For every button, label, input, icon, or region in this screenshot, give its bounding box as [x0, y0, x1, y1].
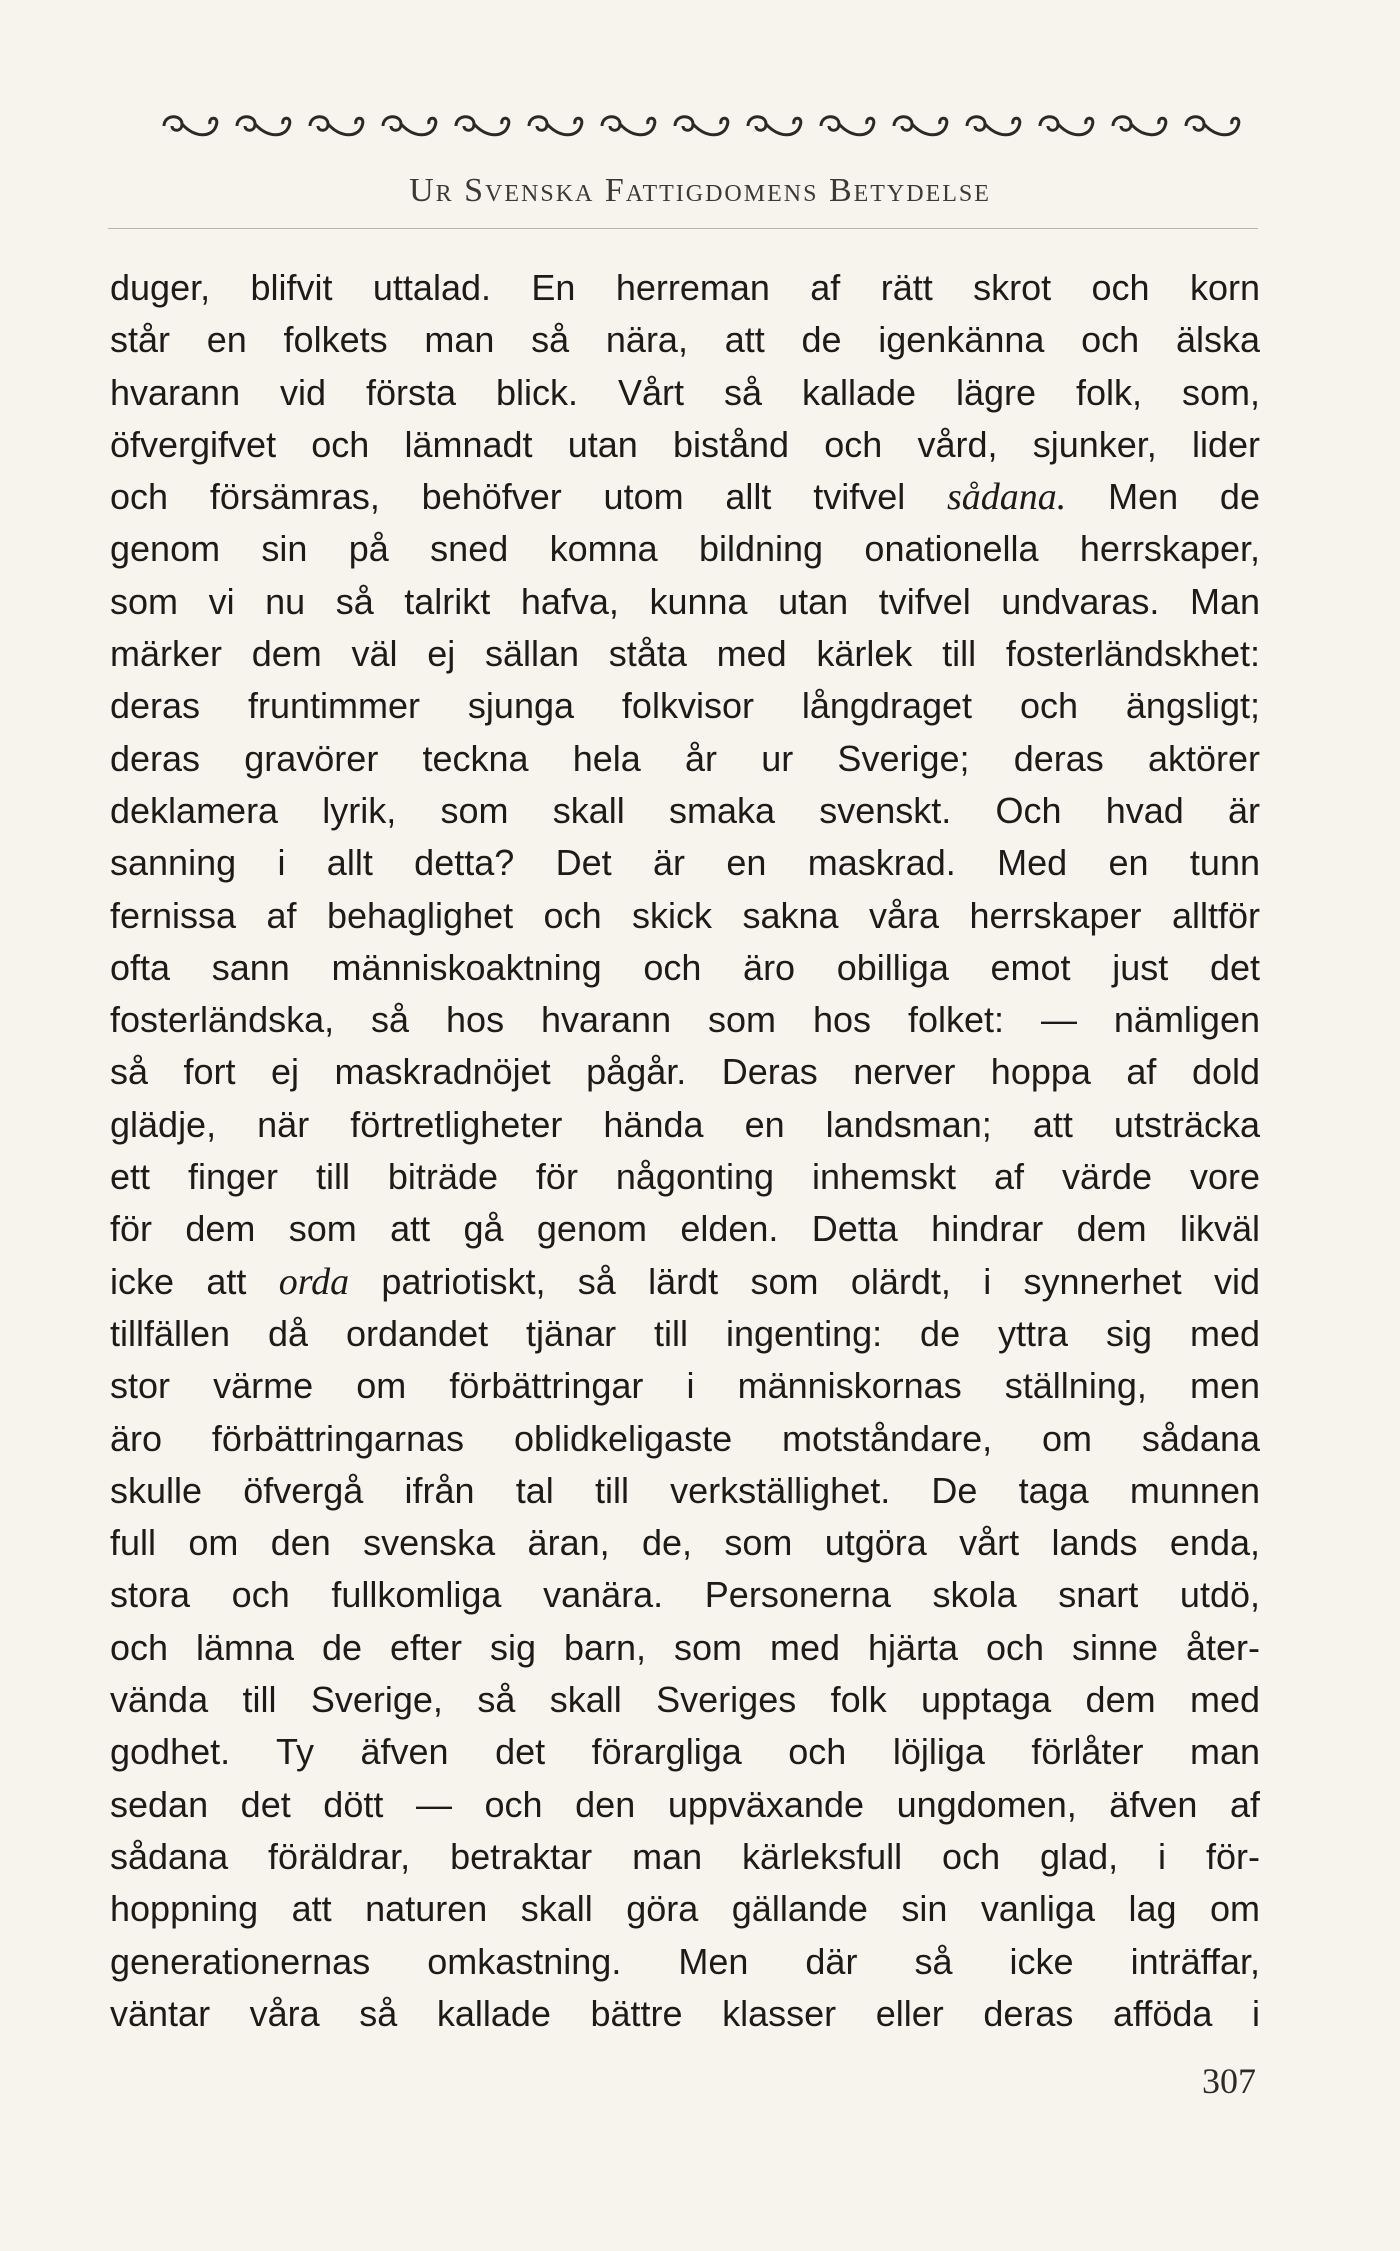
text-line: märker dem väl ej sällan ståta med kärlek till fosterländskhet: [110, 633, 1260, 675]
text-line: deras fruntimmer sjunga folkvisor långdraget och ängsligt; [110, 685, 1260, 727]
text-line: som vi nu så talrikt hafva, kunna utan tvifvel undvaras. Man [110, 580, 1260, 622]
text-line: står en folkets man så nära, att de igenkänna och älska [110, 319, 1260, 361]
text-line: fosterländska, så hos hvarann som hos folket: — nämligen [110, 999, 1260, 1041]
text-line: och lämna de efter sig barn, som med hjärta och sinne åter- [110, 1626, 1260, 1668]
text-line [110, 471, 1260, 523]
text-line: godhet. Ty äfven det förargliga och löjliga förlåter man [110, 1731, 1260, 1773]
header-rule [108, 228, 1258, 229]
text-line: skulle öfvergå ifrån tal till verkställighet. De taga munnen [110, 1469, 1260, 1511]
text-line-part: Men de [1108, 476, 1260, 518]
text-line: ofta sann människoaktning och äro obilliga emot just det [110, 946, 1260, 988]
text-line: hvarann vid första blick. Vårt så kallade lägre folk, som, [110, 371, 1260, 413]
text-line: generationernas omkastning. Men där så icke inträffar, [110, 1940, 1260, 1982]
text-line-part: patriotiskt, så lärdt som olärdt, i synnerhet vid [381, 1260, 1260, 1302]
text-line: äro förbättringarnas oblidkeligaste motståndare, om sådana [110, 1417, 1260, 1459]
text-line: stor värme om förbättringar i människornas ställning, men [110, 1365, 1260, 1407]
text-line [110, 1256, 1260, 1308]
page-number: 307 [1202, 2061, 1256, 2101]
text-line: vända till Sverige, så skall Sveriges folk upptaga dem med [110, 1679, 1260, 1721]
text-line-part: icke att [110, 1260, 247, 1302]
text-line: väntar våra så kallade bättre klasser eller deras afföda i [110, 1992, 1260, 2034]
text-line: stora och fullkomliga vanära. Personerna skola snart utdö, [110, 1574, 1260, 1616]
text-line: deklamera lyrik, som skall smaka svenskt. Och hvad är [110, 789, 1260, 831]
text-line: genom sin på sned komna bildning onationella herrskaper, [110, 528, 1260, 570]
text-line: tillfällen då ordandet tjänar till ingenting: de yttra sig med [110, 1312, 1260, 1354]
emphasis-word: orda [278, 1260, 350, 1303]
text-line: ett finger till biträde för någonting inhemskt af värde vore [110, 1156, 1260, 1198]
text-line: så fort ej maskradnöjet pågår. Deras nerver hoppa af dold [110, 1051, 1260, 1093]
text-line: sådana föräldrar, betraktar man kärleksfull och glad, i för- [110, 1835, 1260, 1877]
text-line-part: och försämras, behöfver utom allt tvifvel [110, 476, 906, 518]
scroll-ornament-icon [160, 112, 1255, 140]
text-line: sanning i allt detta? Det är en maskrad. Med en tunn [110, 842, 1260, 884]
text-line: duger, blifvit uttalad. En herreman af rätt skrot och korn [110, 267, 1260, 308]
body-text [110, 262, 1260, 2040]
text-line: full om den svenska äran, de, som utgöra vårt lands enda, [110, 1522, 1260, 1564]
text-line: för dem som att gå genom elden. Detta hindrar dem likväl [110, 1208, 1260, 1250]
text-line: fernissa af behaglighet och skick sakna våra herrskaper alltför [110, 894, 1260, 936]
text-line: hoppning att naturen skall göra gällande sin vanliga lag om [110, 1888, 1260, 1930]
running-title: Ur Svenska Fattigdomens Betydelse [409, 172, 991, 209]
emphasis-word: sådana. [947, 476, 1067, 519]
text-line: glädje, när förtretligheter hända en landsman; att utsträcka [110, 1103, 1260, 1145]
text-line: sedan det dött — och den uppväxande ungdomen, äfven af [110, 1783, 1260, 1825]
text-line: öfvergifvet och lämnadt utan bistånd och vård, sjunker, lider [110, 423, 1260, 465]
text-line: deras gravörer teckna hela år ur Sverige; deras aktörer [110, 737, 1260, 779]
